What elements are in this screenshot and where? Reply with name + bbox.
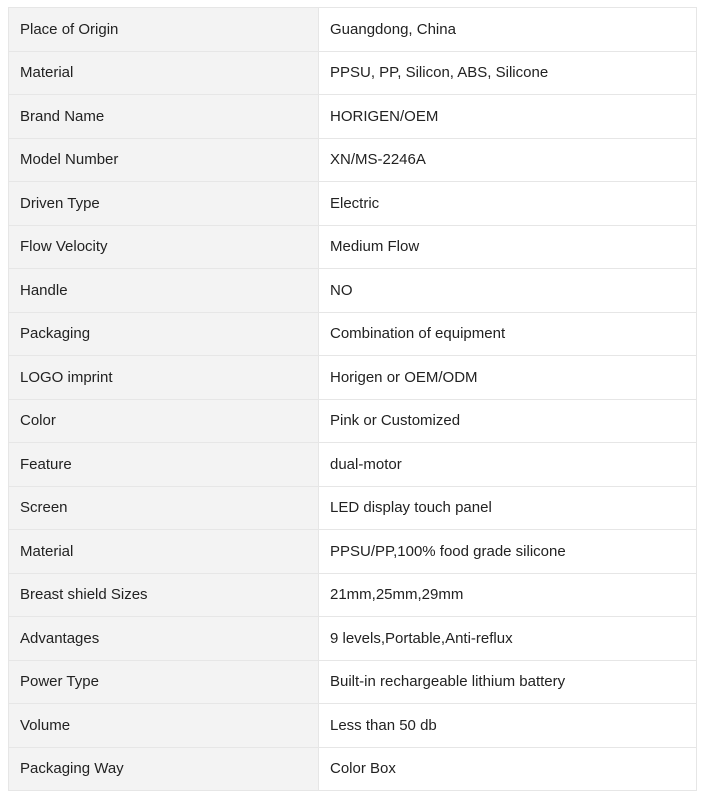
spec-value: XN/MS-2246A (319, 138, 697, 182)
spec-value: Electric (319, 182, 697, 226)
spec-label: Color (9, 399, 319, 443)
spec-value: Pink or Customized (319, 399, 697, 443)
spec-value: 9 levels,Portable,Anti-reflux (319, 617, 697, 661)
spec-label: Material (9, 51, 319, 95)
spec-value: HORIGEN/OEM (319, 95, 697, 139)
spec-label: Model Number (9, 138, 319, 182)
spec-value: Guangdong, China (319, 8, 697, 52)
spec-label: Handle (9, 269, 319, 313)
spec-table-body (9, 8, 697, 791)
table-row (9, 138, 697, 182)
spec-label: Brand Name (9, 95, 319, 139)
spec-label: Material (9, 530, 319, 574)
spec-value: dual-motor (319, 443, 697, 487)
table-row (9, 530, 697, 574)
spec-label: Feature (9, 443, 319, 487)
spec-value: LED display touch panel (319, 486, 697, 530)
table-row (9, 486, 697, 530)
spec-label: Place of Origin (9, 8, 319, 52)
spec-label: Advantages (9, 617, 319, 661)
spec-value: Color Box (319, 747, 697, 791)
table-row (9, 182, 697, 226)
table-row (9, 573, 697, 617)
spec-value: Built-in rechargeable lithium battery (319, 660, 697, 704)
spec-label: Packaging (9, 312, 319, 356)
spec-value: Combination of equipment (319, 312, 697, 356)
spec-label: Breast shield Sizes (9, 573, 319, 617)
table-row (9, 269, 697, 313)
spec-value: Medium Flow (319, 225, 697, 269)
spec-value: Horigen or OEM/ODM (319, 356, 697, 400)
spec-label: Screen (9, 486, 319, 530)
spec-label: LOGO imprint (9, 356, 319, 400)
spec-label: Power Type (9, 660, 319, 704)
table-row (9, 617, 697, 661)
table-row (9, 399, 697, 443)
table-row (9, 356, 697, 400)
spec-label: Flow Velocity (9, 225, 319, 269)
spec-label: Volume (9, 704, 319, 748)
table-row (9, 51, 697, 95)
table-row (9, 747, 697, 791)
table-row (9, 225, 697, 269)
spec-value: Less than 50 db (319, 704, 697, 748)
spec-label: Driven Type (9, 182, 319, 226)
spec-table (8, 7, 697, 791)
table-row (9, 660, 697, 704)
spec-value: PPSU/PP,100% food grade silicone (319, 530, 697, 574)
spec-label: Packaging Way (9, 747, 319, 791)
table-row (9, 8, 697, 52)
table-row (9, 704, 697, 748)
spec-value: NO (319, 269, 697, 313)
table-row (9, 312, 697, 356)
spec-value: PPSU, PP, Silicon, ABS, Silicone (319, 51, 697, 95)
spec-value: 21mm,25mm,29mm (319, 573, 697, 617)
table-row (9, 443, 697, 487)
table-row (9, 95, 697, 139)
